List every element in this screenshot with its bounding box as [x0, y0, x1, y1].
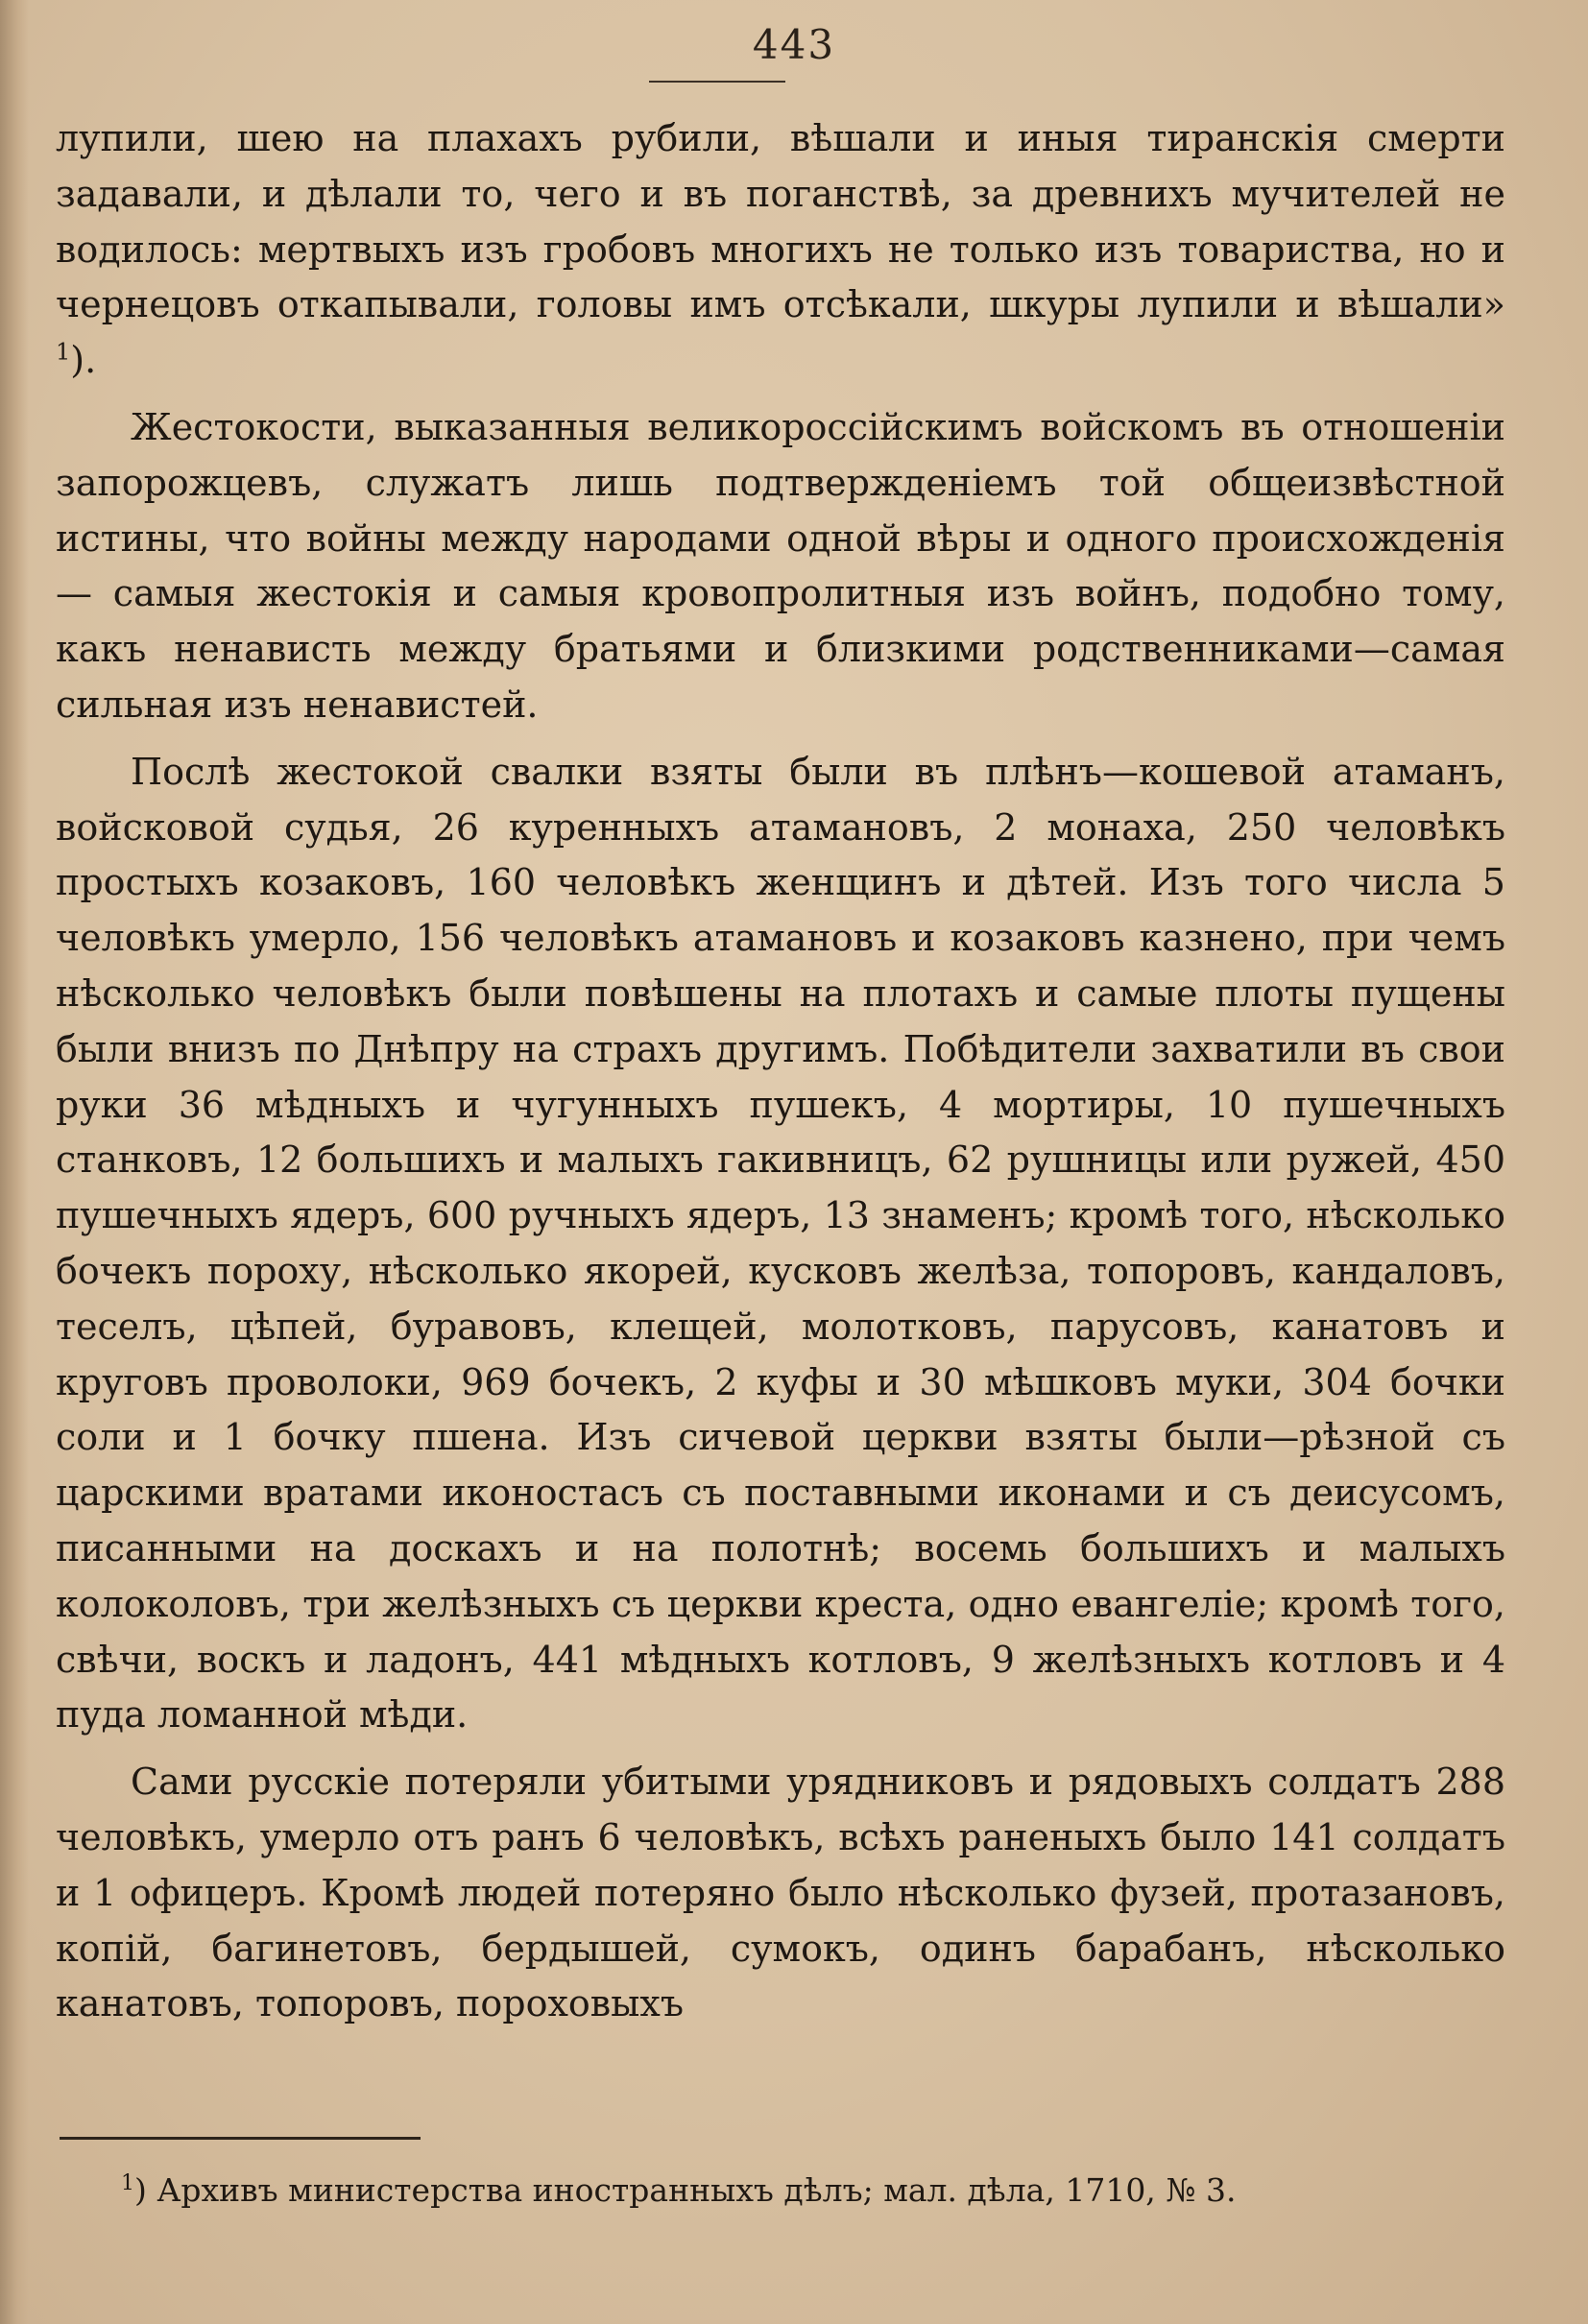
- page-spine-shadow: [0, 0, 29, 2324]
- body-text: [56, 111, 1505, 2032]
- footnote-reference: 1: [56, 338, 71, 366]
- footnote-number: 1: [121, 2171, 134, 2195]
- paragraph-1-closing: ).: [70, 339, 97, 382]
- footnote: [121, 2169, 1504, 2212]
- paragraph-4: Сами русскіе потеряли убитыми урядниковъ и рядовыхъ солдатъ 288 человѣкъ, умерло отъ ранъ 6 человѣкъ, всѣхъ раненыхъ было 141 солдатъ и 1 офицеръ. Кромѣ людей потеряно было нѣсколько фузей, протазановъ, копій, багинетовъ, бердышей, сумокъ, одинъ барабанъ, нѣсколько канатовъ, топоровъ, пороховыхъ: [56, 1761, 1505, 2025]
- header-rule: [649, 81, 785, 83]
- footnote-rule: [60, 2137, 421, 2140]
- page-number: 443: [752, 21, 836, 68]
- paragraph-1: [56, 111, 1505, 389]
- paragraph-1-text: лупили, шею на плахахъ рубили, вѣшали и иныя тиранскія смерти задавали, и дѣлали то, чего и въ поганствѣ, за древнихъ мучителей не водилось: мертвыхъ изъ гробовъ многихъ не только изъ товариства, но и чернецовъ откапывали, головы имъ отсѣкали, шкуры лупили и вѣшали»: [56, 117, 1505, 326]
- paragraph-3: Послѣ жестокой свалки взяты были въ плѣнъ—кошевой атаманъ, войсковой судья, 26 куренныхъ атамановъ, 2 монаха, 250 человѣкъ простыхъ козаковъ, 160 человѣкъ женщинъ и дѣтей. Изъ того числа 5 человѣкъ умерло, 156 человѣкъ атамановъ и козаковъ казнено, при чемъ нѣсколько человѣкъ были повѣшены на плотахъ и самые плоты пущены были внизъ по Днѣпру на страхъ другимъ. Побѣдители захватили въ свои руки 36 мѣдныхъ и чугунныхъ пушекъ, 4 мортиры, 10 пушечныхъ станковъ, 12 большихъ и малыхъ гакивницъ, 62 рушницы или ружей, 450 пушечныхъ ядеръ, 600 ручныхъ ядеръ, 13 знаменъ; кромѣ того, нѣсколько бочекъ пороху, нѣсколько якорей, кусковъ желѣза, топоровъ, кандаловъ, теселъ, цѣпей, буравовъ, клещей, молотковъ, парусовъ, канатовъ и круговъ проволоки, 969 бочекъ, 2 куфы и 30 мѣшковъ муки, 304 бочки соли и 1 бочку пшена. Изъ сичевой церкви взяты были—рѣзной съ царскими вратами иконостасъ съ поставными иконами и съ деисусомъ, писанными на доскахъ и на полотнѣ; восемь большихъ и малыхъ колоколовъ, три желѣзныхъ съ церкви креста, одно евангеліе; кромѣ того, свѣчи, воскъ и ладонъ, 441 мѣдныхъ котловъ, 9 желѣзныхъ котловъ и 4 пуда ломанной мѣди.: [56, 750, 1505, 1737]
- footnote-paren: ): [134, 2171, 147, 2209]
- paragraph-2: Жестокости, выказанныя великороссійскимъ войскомъ въ отношеніи запорожцевъ, служатъ лишь подтвержденіемъ той общеизвѣстной истины, что войны между народами одной вѣры и одного происхожденія — самыя жестокія и самыя кровопролитныя изъ войнъ, подобно тому, какъ ненависть между братьями и близкими родственниками—самая сильная изъ ненавистей.: [56, 405, 1505, 726]
- footnote-text: Архивъ министерства иностранныхъ дѣлъ; мал. дѣла, 1710, № 3.: [146, 2171, 1237, 2209]
